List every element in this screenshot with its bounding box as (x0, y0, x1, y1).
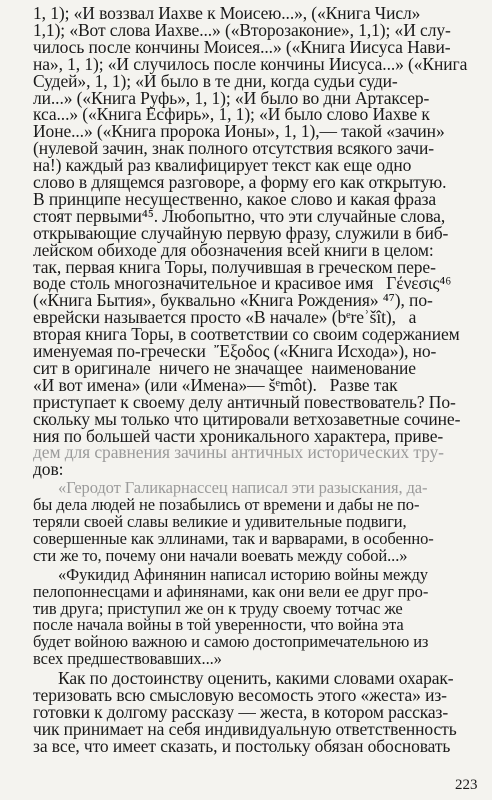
text-line: вторая книга Торы, в соответствии со своим содержанием (33, 324, 460, 345)
text-line: открывающие случайную первую фразу, служили в биб- (33, 222, 449, 243)
text-line: лейском обиходе для обозначения всей книги в целом: (33, 239, 434, 260)
text-line: ния по большей части хроникального характера, приве- (33, 425, 444, 446)
text-line: всех предшествовавших...» (33, 649, 222, 669)
text-line: так, первая книга Торы, получившая в греческом пере- (33, 256, 436, 277)
text-line: слово в длящемся разговоре, а форму его как открытую. (33, 172, 447, 192)
text-line: теряли своей славы великие и удивительные подвиги, (33, 512, 407, 531)
text-line: еврейски называется просто «В начале» (bᵉreʾšît), а (33, 307, 417, 328)
text-line: сит в оригинале ничего не значащее наименование (33, 357, 416, 378)
text-line: приступает к своему делу античный повествователь? По- (33, 391, 456, 412)
text-line: будет войною важною и самою достопримечательною из (33, 632, 429, 652)
text-line: «Фукидид Афинянин написал историю войны между (58, 564, 428, 584)
text-line: на!) каждый раз квалифицирует текст как еще одно (33, 155, 412, 176)
text-line: дов: (33, 459, 64, 480)
text-line: «Геродот Галикарнассец написал эти разыскания, да- (58, 478, 428, 498)
text-line: 1, 1); «И воззвал Иахве к Моисею...», («Книга Числ» (33, 3, 421, 23)
page-number: 223 (455, 777, 478, 793)
text-line: за все, что имеет сказать, и постольку обязан обосновать (33, 735, 451, 756)
text-line: стоят первыми⁴⁵. Любопытно, что эти случайные слова, (33, 205, 446, 226)
text-line: Как по достоинству оценить, какими словами охарак- (58, 668, 454, 689)
text-line: теризовать всю смысловую весомость этого «жеста» из- (33, 685, 447, 705)
text-line: Ионе...» («Книга пророка Ионы», 1, 1),— такой «зачин» (33, 121, 445, 142)
text-line: чилось после кончины Моисея...» («Книга Иисуса Нави- (33, 36, 451, 57)
text-line: именуемая по-гречески Ἔξοδος («Книга Исхода»), но- (33, 341, 437, 361)
text-line: (нулевой зачин, знак полного отсутствия всякого зачи- (33, 138, 434, 159)
text-line: на», 1, 1); «И случилось после кончины Иисуса...» («Книга (33, 53, 468, 74)
text-line: готовки к долгому рассказу — жеста, в котором рассказ- (33, 701, 449, 722)
text-line: В принципе несущественно, какое слово и какая фраза (33, 188, 437, 209)
text-line: чик принимает на себя индивидуальную ответственность (33, 718, 457, 739)
text-line: воде столь многозначительное и красивое имя Γένεσις⁴⁶ (33, 273, 452, 294)
text-line: пелопоннесцами и афинянами, как они вели ее друг про- (33, 581, 429, 601)
text-line: дем для сравнения зачины античных исторических тру- (33, 442, 444, 463)
text-line: («Книга Бытия», буквально «Книга Рождения» ⁴⁷), по- (33, 290, 433, 311)
text-line: скольку мы только что цитировали ветхозаветные сочине- (33, 408, 461, 429)
text-line: кса...» («Книга Есфирь», 1, 1); «И было слово Иахве к (33, 104, 430, 125)
text-line: «И вот имена» (или «Имена»— šᵉmôt). Разве так (33, 374, 398, 395)
text-line: ли...» («Книга Руфь», 1, 1); «И было во дни Артаксер- (33, 87, 430, 108)
text-line: Судей», 1, 1); «И было в те дни, когда судьи суди- (33, 70, 398, 91)
text-line: бы дела людей не позабылись от времени и дабы не по- (33, 495, 420, 515)
text-line: 1,1); «Вот слова Иахве...» («Второзаконие», 1,1); «И слу- (33, 19, 451, 40)
text-line: сти же то, почему они начали воевать между собой...» (33, 545, 408, 565)
text-line: совершенные как эллинами, так и варварами, в особенно- (33, 528, 434, 548)
text-line: тив друга; приступил же он к труду своему тотчас же (33, 598, 403, 618)
text-line: после начала войны в той уверенности, что война эта (33, 615, 404, 635)
